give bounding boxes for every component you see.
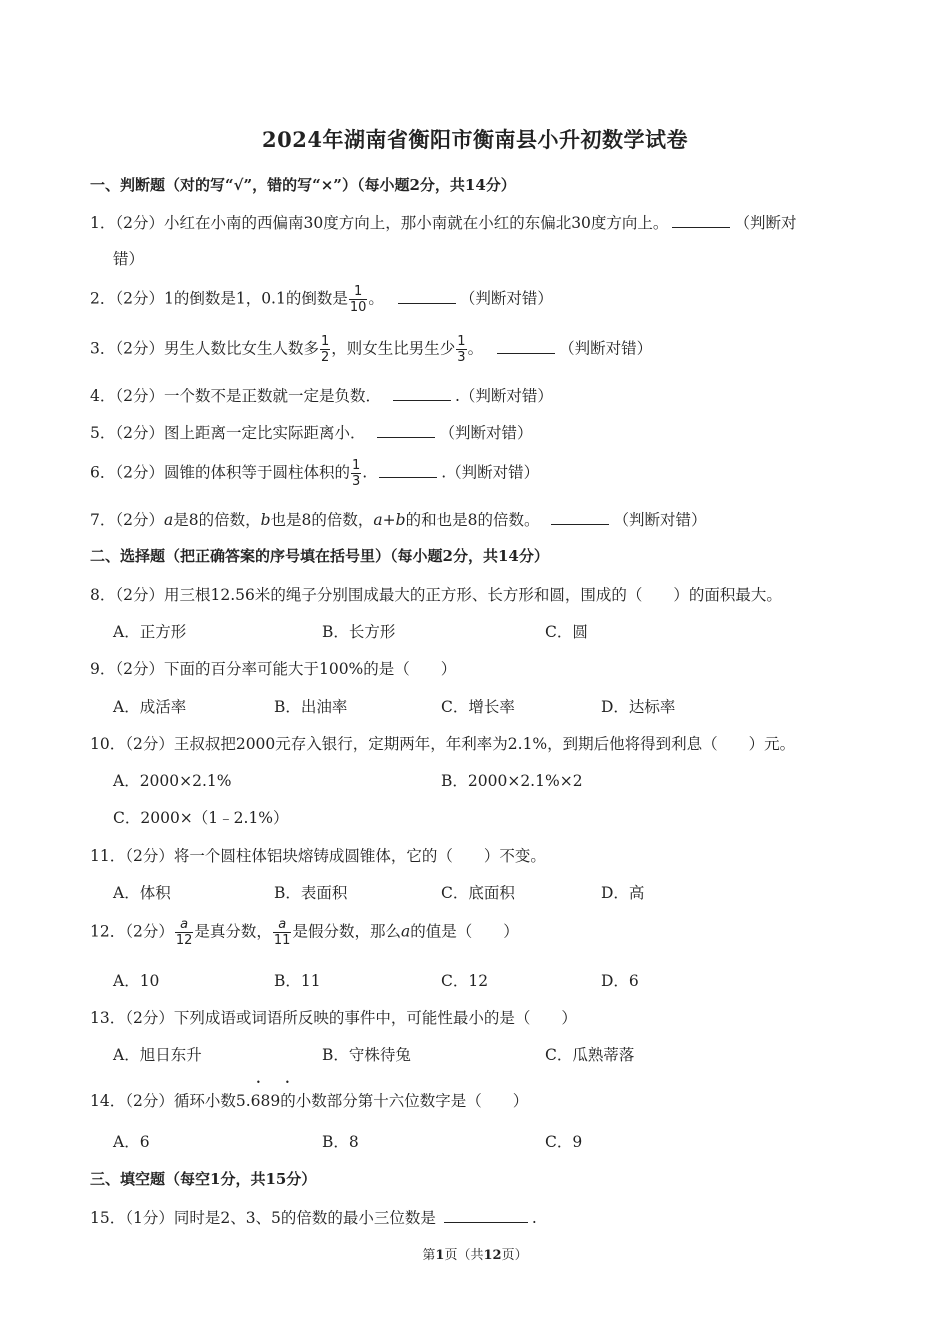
answer-blank[interactable] <box>379 463 437 478</box>
option-b[interactable]: B．表面积 <box>274 884 348 902</box>
option-c[interactable]: C．2000×（1﹣2.1%） <box>113 809 289 827</box>
answer-blank[interactable] <box>377 423 435 438</box>
repeating-dot-6: • <box>256 1078 261 1087</box>
question-text: 是8的倍数， <box>173 511 261 529</box>
question-15 <box>90 1206 537 1228</box>
fraction: $\frac{a}{12}$ <box>175 917 193 948</box>
page-footer <box>0 1244 950 1263</box>
question-hint: （判断对 <box>734 214 797 232</box>
question-text: 。 <box>368 289 384 308</box>
question-text: ，则女生比男生少 <box>331 339 456 358</box>
answer-blank[interactable] <box>497 339 555 354</box>
option-a[interactable]: A．6 <box>113 1133 150 1151</box>
question-text: 的值是（ ） <box>410 922 519 941</box>
question-hint: （判断对错） <box>613 511 707 529</box>
section-heading-fill-in: 三、填空题（每空1分，共15分） <box>90 1170 317 1188</box>
option-a[interactable]: A．10 <box>113 972 160 990</box>
option-c[interactable]: C．增长率 <box>441 698 515 716</box>
answer-blank[interactable] <box>393 386 451 401</box>
total-pages: 12 <box>483 1248 502 1263</box>
option-a[interactable]: A．体积 <box>113 884 171 902</box>
option-a[interactable]: A．正方形 <box>113 623 187 641</box>
question-text: . <box>362 463 368 482</box>
footer-text: 页（共 <box>444 1248 484 1263</box>
fraction: $\frac{a}{11}$ <box>273 917 291 948</box>
question-hint: （判断对错） <box>559 339 653 358</box>
question-11: 11．（2分）将一个圆柱体铝块熔铸成圆锥体，它的（ ）不变。 <box>90 847 546 865</box>
repeating-dot-9: • <box>285 1078 290 1087</box>
question-12 <box>90 917 519 948</box>
question-14: 14．（2分）循环小数5.689的小数部分第十六位数字是（ ） <box>90 1092 529 1110</box>
option-a[interactable]: A．2000×2.1% <box>113 772 232 790</box>
question-text: 。 <box>467 339 484 358</box>
answer-blank[interactable] <box>672 213 730 228</box>
variable: a <box>163 511 174 529</box>
question-10: 10．（2分）王叔叔把2000元存入银行，定期两年，年利率为2.1%，到期后他将得到利息（ ）元。 <box>90 735 796 753</box>
variable: a <box>400 922 411 941</box>
question-4 <box>90 384 553 406</box>
footer-text: 页） <box>501 1248 528 1263</box>
question-text: 是真分数， <box>194 922 272 941</box>
question-text: 是假分数，那么 <box>292 922 401 941</box>
option-a[interactable]: A．旭日东升 <box>113 1046 202 1064</box>
answer-blank[interactable] <box>398 289 456 304</box>
fraction: $\frac{1}{3}$ <box>351 458 361 489</box>
question-hint: .（判断对错） <box>454 387 553 405</box>
question-8: 8．（2分）用三根12.56米的绳子分别围成最大的正方形、长方形和圆，围成的（ ）的面积最大。 <box>90 586 782 604</box>
fraction: $\frac{1}{10}$ <box>349 284 367 315</box>
question-text: 15．（1分）同时是2、3、5的倍数的最小三位数是 <box>90 1209 436 1227</box>
variable: a+b <box>373 511 406 529</box>
question-hint: .（判断对错） <box>441 463 540 482</box>
option-b[interactable]: B．8 <box>322 1133 359 1151</box>
option-b[interactable]: B．2000×2.1%×2 <box>441 772 583 790</box>
option-c[interactable]: C．圆 <box>545 623 588 641</box>
question-text: 4．（2分）一个数不是正数就一定是负数． <box>90 387 381 405</box>
question-text: 2．（2分）1的倒数是1，0.1的倒数是 <box>90 289 348 308</box>
question-text: 也是8的倍数， <box>270 511 374 529</box>
question-text: 1．（2分）小红在小南的西偏南30度方向上，那小南就在小红的东偏北30度方向上。 <box>90 214 669 232</box>
section-heading-multiple-choice: 二、选择题（把正确答案的序号填在括号里）（每小题2分，共14分） <box>90 547 549 565</box>
question-9: 9．（2分）下面的百分率可能大于100%的是（ ） <box>90 660 457 678</box>
option-b[interactable]: B．长方形 <box>322 623 396 641</box>
option-d[interactable]: D．高 <box>601 884 645 902</box>
question-text: 5．（2分）图上距离一定比实际距离小． <box>90 424 366 442</box>
question-3 <box>90 334 652 365</box>
question-hint: （判断对错） <box>459 289 553 308</box>
option-c[interactable]: C．12 <box>441 972 489 990</box>
question-6 <box>90 458 539 489</box>
answer-blank[interactable] <box>551 510 609 525</box>
option-d[interactable]: D．6 <box>601 972 639 990</box>
question-text: . <box>531 1209 537 1227</box>
option-b[interactable]: B．11 <box>274 972 321 990</box>
variable: b <box>260 511 271 529</box>
question-text: 的和也是8的倍数。 <box>405 511 540 529</box>
option-c[interactable]: C．瓜熟蒂落 <box>545 1046 635 1064</box>
page-number: 1 <box>435 1248 445 1263</box>
question-text: 3．（2分）男生人数比女生人数多 <box>90 339 319 358</box>
answer-blank[interactable] <box>444 1208 528 1223</box>
option-a[interactable]: A．成活率 <box>113 698 187 716</box>
question-text: 6．（2分）圆锥的体积等于圆柱体积的 <box>90 463 350 482</box>
fraction: $\frac{1}{2}$ <box>320 334 330 365</box>
question-7 <box>90 508 706 530</box>
question-1 <box>90 211 796 233</box>
page-title: 2024年湖南省衡阳市衡南县小升初数学试卷 <box>262 127 688 152</box>
question-text: 12．（2分） <box>90 922 174 941</box>
option-c[interactable]: C．底面积 <box>441 884 515 902</box>
option-b[interactable]: B．守株待兔 <box>322 1046 411 1064</box>
fraction: $\frac{1}{3}$ <box>457 334 466 365</box>
footer-text: 第 <box>422 1248 436 1263</box>
option-b[interactable]: B．出油率 <box>274 698 348 716</box>
question-2 <box>90 284 553 315</box>
question-text: 7．（2分） <box>90 511 164 529</box>
question-hint: （判断对错） <box>439 424 533 442</box>
question-13: 13．（2分）下列成语或词语所反映的事件中，可能性最小的是（ ） <box>90 1009 577 1027</box>
question-1-continued: 错） <box>113 250 145 268</box>
option-d[interactable]: D．达标率 <box>601 698 676 716</box>
section-heading-true-false: 一、判断题（对的写“√”，错的写“×”）（每小题2分，共14分） <box>90 176 516 194</box>
option-c[interactable]: C．9 <box>545 1133 583 1151</box>
question-5 <box>90 421 533 443</box>
